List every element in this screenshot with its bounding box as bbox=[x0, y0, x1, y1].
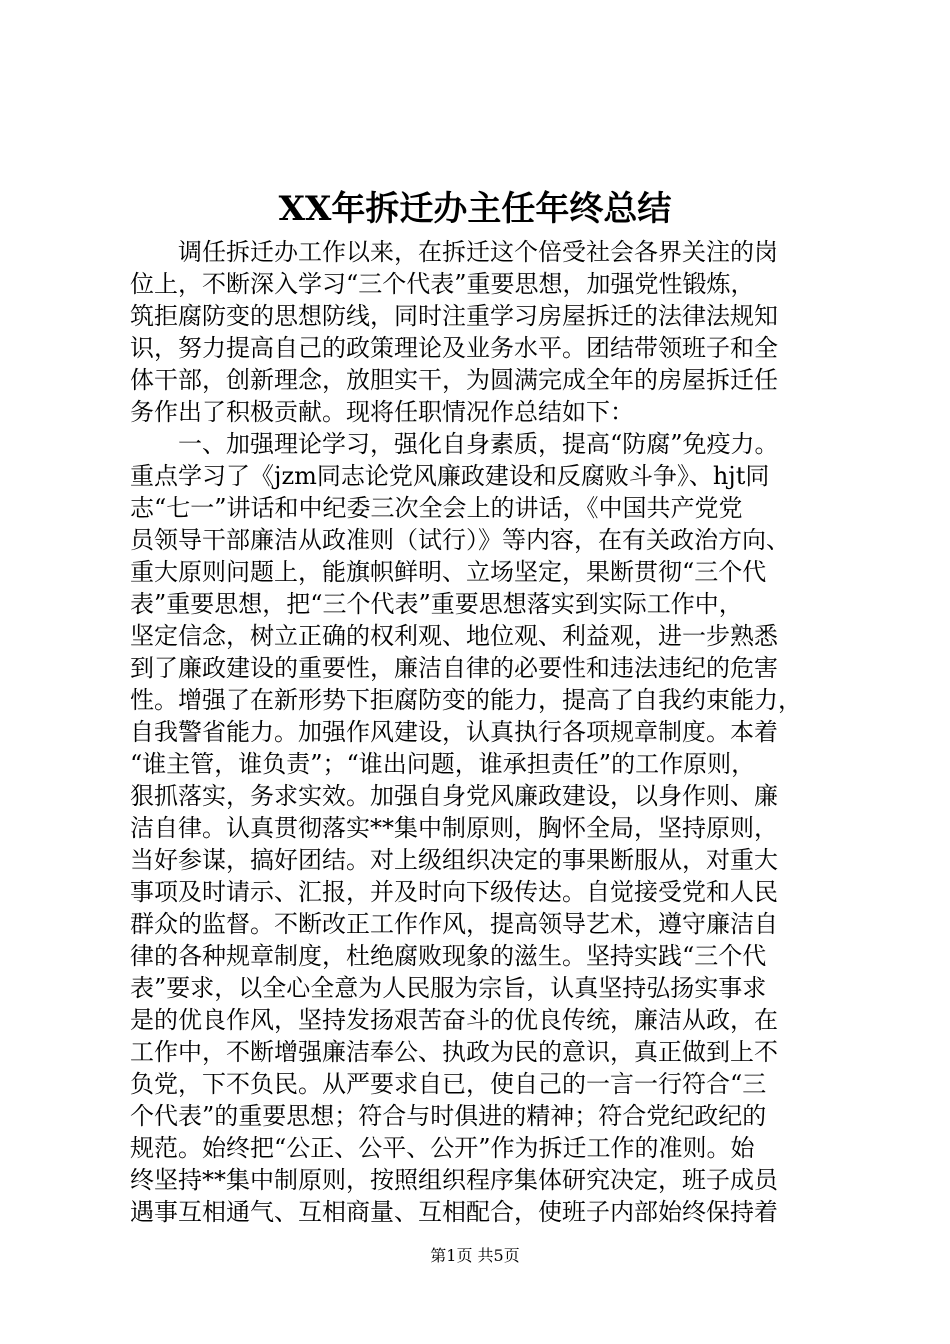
text-line: 终坚持**集中制原则，按照组织程序集体研究决定，班子成员 bbox=[130, 1166, 778, 1194]
text-line: 律的各种规章制度，杜绝腐败现象的滋生。坚持实践“三个代 bbox=[130, 942, 767, 970]
text-line: 工作中，不断增强廉洁奉公、执政为民的意识，真正做到上不 bbox=[130, 1038, 778, 1066]
text-line: 识，努力提高自己的政策理论及业务水平。团结带领班子和全 bbox=[130, 334, 778, 362]
text-line: 体干部，创新理念，放胆实干，为圆满完成全年的房屋拆迁任 bbox=[130, 366, 778, 394]
document-body bbox=[130, 236, 830, 1228]
text-line: 调任拆迁办工作以来，在拆迁这个倍受社会各界关注的岗 bbox=[130, 238, 778, 266]
text-line: 位上，不断深入学习“三个代表”重要思想，加强党性锻炼， bbox=[130, 270, 755, 298]
text-line: 表”重要思想，把“三个代表”重要思想落实到实际工作中， bbox=[130, 590, 743, 618]
text-line: 个代表”的重要思想；符合与时俱进的精神；符合党纪政纪的 bbox=[130, 1102, 767, 1130]
text-line: 务作出了积极贡献。现将任职情况作总结如下： bbox=[130, 398, 634, 426]
text-line: 狠抓落实，务求实效。加强自身党风廉政建设，以身作则、廉 bbox=[130, 782, 778, 810]
text-line: 重点学习了《jzm同志论党风廉政建设和反腐败斗争》、hjt同 bbox=[130, 462, 770, 490]
text-line: 群众的监督。不断改正工作作风，提高领导艺术，遵守廉洁自 bbox=[130, 910, 778, 938]
text-line: 当好参谋，搞好团结。对上级组织决定的事果断服从，对重大 bbox=[130, 846, 778, 874]
text-line: 性。增强了在新形势下拒腐防变的能力，提高了自我约束能力， bbox=[130, 686, 802, 714]
text-line: 员领导干部廉洁从政准则（试行）》等内容，在有关政治方向、 bbox=[130, 526, 790, 554]
text-line: 志“七一”讲话和中纪委三次全会上的讲话，《中国共产党党 bbox=[130, 494, 743, 522]
text-line: 重大原则问题上，能旗帜鲜明、立场坚定，果断贯彻“三个代 bbox=[130, 558, 767, 586]
text-line: 一、加强理论学习，强化自身素质，提高“防腐”免疫力。 bbox=[130, 430, 779, 458]
text-line: 洁自律。认真贯彻落实**集中制原则，胸怀全局，坚持原则， bbox=[130, 814, 778, 842]
text-line: 负党，下不负民。从严要求自已，使自己的一言一行符合“三 bbox=[130, 1070, 767, 1098]
text-line: 表”要求，以全心全意为人民服为宗旨，认真坚持弘扬实事求 bbox=[130, 974, 767, 1002]
text-line: 筑拒腐防变的思想防线，同时注重学习房屋拆迁的法律法规知 bbox=[130, 302, 778, 330]
text-line: 遇事互相通气、互相商量、互相配合，使班子内部始终保持着 bbox=[130, 1198, 778, 1226]
document-title: XX年拆迁办主任年终总结 bbox=[278, 189, 672, 229]
text-line: 自我警省能力。加强作风建设，认真执行各项规章制度。本着 bbox=[130, 718, 778, 746]
page-footer: 第1页 共5页 bbox=[430, 1246, 520, 1265]
text-line: 到了廉政建设的重要性，廉洁自律的必要性和违法违纪的危害 bbox=[130, 654, 778, 682]
text-line: 事项及时请示、汇报，并及时向下级传达。自觉接受党和人民 bbox=[130, 878, 778, 906]
text-line: “谁主管，谁负责”；“谁出问题，谁承担责任”的工作原则， bbox=[130, 750, 756, 778]
text-line: 是的优良作风，坚持发扬艰苦奋斗的优良传统，廉洁从政，在 bbox=[130, 1006, 778, 1034]
text-line: 规范。始终把“公正、公平、公开”作为拆迁工作的准则。始 bbox=[130, 1134, 755, 1162]
text-line: 坚定信念，树立正确的权利观、地位观、利益观，进一步熟悉 bbox=[130, 622, 778, 650]
